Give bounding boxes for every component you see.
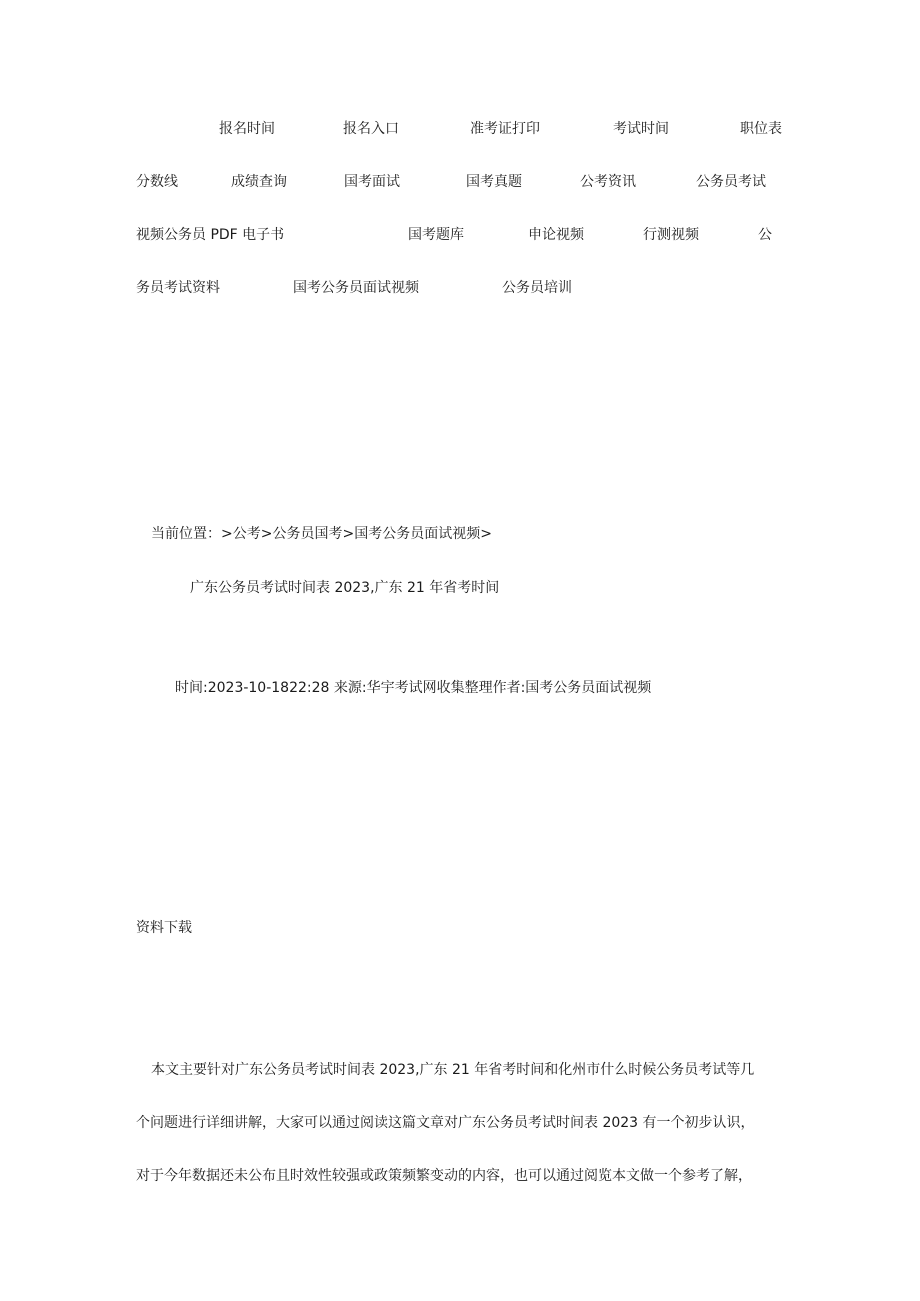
article-paragraph-line-2: 个问题进行详细讲解，大家可以通过阅读这篇文章对广东公务员考试时间表 2023 有一个初步认识，	[136, 1115, 755, 1131]
nav-link-national-interview[interactable]: 国考面试	[344, 174, 400, 190]
nav-link-exam-time[interactable]: 考试时间	[613, 121, 669, 137]
breadcrumb-item-interview-video[interactable]: >国考公务员面试视频>	[342, 526, 492, 542]
breadcrumb-item-gongkao[interactable]: >公考	[221, 526, 261, 542]
nav-link-registration-entry[interactable]: 报名入口	[343, 121, 399, 137]
nav-link-admission-ticket[interactable]: 准考证打印	[470, 121, 540, 137]
breadcrumb-prefix: 当前位置：	[151, 526, 221, 542]
nav-link-civil-service-training[interactable]: 公务员培训	[502, 280, 572, 296]
breadcrumb	[151, 524, 492, 544]
breadcrumb-item-national-exam[interactable]: >公务员国考	[260, 526, 343, 542]
nav-link-position-table[interactable]: 职位表	[740, 121, 782, 137]
nav-link-national-question-bank[interactable]: 国考题库	[408, 227, 464, 243]
nav-link-score-line[interactable]: 分数线	[136, 174, 178, 190]
article-paragraph-line-1: 本文主要针对广东公务员考试时间表 2023,广东 21 年省考时间和化州市什么时候公务员考试等几	[151, 1062, 755, 1078]
nav-link-aptitude-video[interactable]: 行测视频	[643, 227, 699, 243]
nav-link-national-interview-video[interactable]: 国考公务员面试视频	[293, 280, 419, 296]
nav-link-registration-time[interactable]: 报名时间	[219, 121, 275, 137]
nav-link-national-real-questions[interactable]: 国考真题	[466, 174, 522, 190]
article-meta: 时间:2023-10-1822:28 来源:华宇考试网收集整理作者:国考公务员面试视频	[175, 680, 652, 696]
nav-link-exam-news[interactable]: 公考资讯	[580, 174, 636, 190]
nav-link-essay-video[interactable]: 申论视频	[528, 227, 584, 243]
article-title: 广东公务员考试时间表 2023,广东 21 年省考时间	[190, 580, 500, 596]
nav-link-civil-service-materials-start[interactable]: 公	[758, 227, 772, 243]
nav-link-civil-service-materials-end[interactable]: 务员考试资料	[136, 280, 220, 296]
download-label[interactable]: 资料下载	[136, 920, 192, 936]
nav-link-civil-service-exam[interactable]: 公务员考试	[696, 174, 766, 190]
nav-link-video-pdf-ebook[interactable]: 视频公务员 PDF 电子书	[136, 227, 285, 243]
article-paragraph-line-3: 对于今年数据还未公布且时效性较强或政策频繁变动的内容，也可以通过阅览本文做一个参考了解，	[136, 1168, 752, 1184]
nav-link-score-query[interactable]: 成绩查询	[231, 174, 287, 190]
